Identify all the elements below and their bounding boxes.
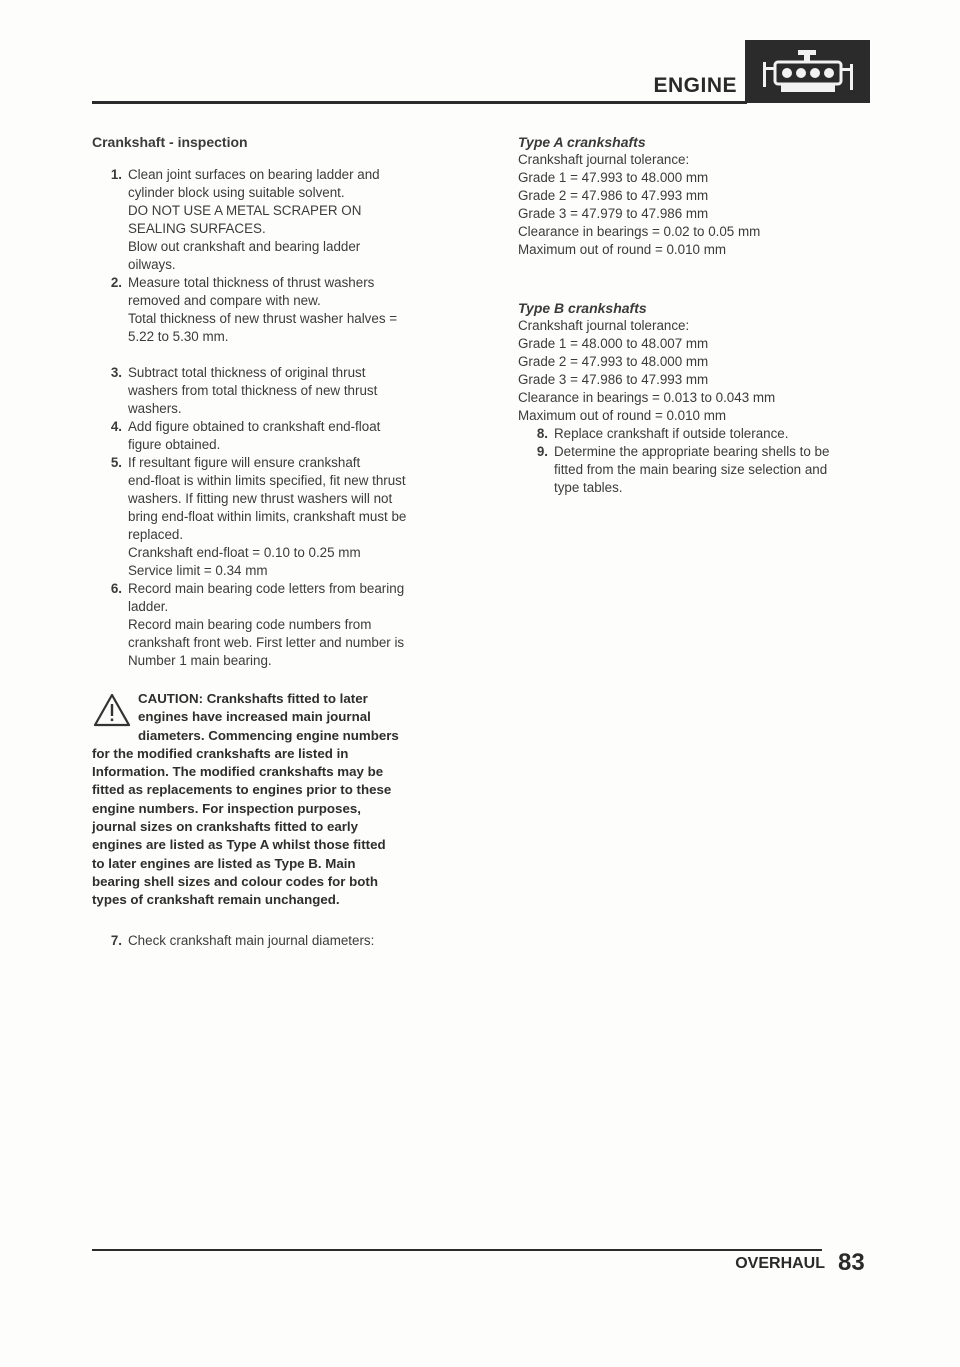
- step-text-line: replaced.: [128, 527, 184, 542]
- step-text-line: Subtract total thickness of original thrust: [128, 365, 366, 380]
- list-item-step-9: [518, 443, 878, 497]
- step-text-line: Replace crankshaft if outside tolerance.: [554, 426, 789, 441]
- type-a-title: Type A crankshafts: [518, 134, 646, 150]
- step-number: 4.: [110, 419, 122, 434]
- step-text-line: If resultant figure will ensure crankshaft: [128, 455, 361, 470]
- caution-line: journal sizes on crankshafts fitted to early: [92, 819, 359, 835]
- step-text-line: Crankshaft end-float = 0.10 to 0.25 mm: [128, 545, 361, 560]
- type-b-spec-block: [518, 299, 878, 425]
- spec-line: Grade 1 = 47.993 to 48.000 mm: [518, 170, 709, 185]
- step-text-line: oilways.: [128, 257, 176, 272]
- step-text-line: Measure total thickness of thrust washers: [128, 275, 375, 290]
- spec-line: Grade 1 = 48.000 to 48.007 mm: [518, 336, 709, 351]
- left-column: [92, 133, 462, 950]
- step-text-line: washers.: [128, 401, 182, 416]
- header-rule: [92, 101, 747, 104]
- step-text-line: type tables.: [554, 480, 623, 495]
- step-text-line: bring end-float within limits, crankshaft must be: [128, 509, 407, 524]
- step-text-line: Record main bearing code numbers from: [128, 617, 372, 632]
- step-number: 8.: [536, 426, 548, 441]
- right-column: [518, 133, 878, 497]
- caution-line: for the modified crankshafts are listed in: [92, 745, 349, 761]
- list-item-step-1: [92, 166, 462, 274]
- list-item-step-3: [92, 364, 462, 418]
- spec-line: Grade 3 = 47.986 to 47.993 mm: [518, 372, 709, 387]
- type-b-lines: [518, 317, 878, 425]
- caution-text: [92, 690, 462, 910]
- footer-section-label: OVERHAUL: [735, 1255, 825, 1272]
- spec-line: Maximum out of round = 0.010 mm: [518, 242, 727, 257]
- step-number: 5.: [110, 455, 122, 470]
- step-text-line: Record main bearing code letters from bearing: [128, 581, 405, 596]
- page-number: 83: [838, 1249, 865, 1276]
- list-item-step-7: [92, 932, 462, 950]
- list-item-step-6: [92, 580, 462, 670]
- step-text-line: Clean joint surfaces on bearing ladder and: [128, 167, 380, 182]
- list-item-step-2: [92, 274, 462, 346]
- type-a-lines: [518, 151, 878, 259]
- step-text-line: cylinder block using suitable solvent.: [128, 185, 345, 200]
- list-item-step-8: [518, 425, 878, 443]
- caution-line: engine numbers. For inspection purposes,: [92, 800, 361, 816]
- step-text-line: Total thickness of new thrust washer halves =: [128, 311, 398, 326]
- step-number: 6.: [110, 581, 122, 596]
- caution-line: bearing shell sizes and colour codes for both: [92, 873, 378, 889]
- step-text-line: end-float is within limits specified, fit new thrust: [128, 473, 406, 488]
- warning-triangle-icon: [92, 692, 132, 728]
- step-text: Check crankshaft main journal diameters:: [128, 932, 375, 948]
- step-number: 9.: [536, 444, 548, 459]
- step-number: 1.: [110, 167, 122, 182]
- spec-line: Maximum out of round = 0.010 mm: [518, 408, 727, 423]
- step-text-line: Service limit = 0.34 mm: [128, 563, 268, 578]
- step-number: 2.: [110, 275, 122, 290]
- list-item-step-5: [92, 454, 462, 580]
- list-spacer: [92, 346, 462, 364]
- caution-line: Information. The modified crankshafts may be: [92, 764, 384, 780]
- step-number: 3.: [110, 365, 122, 380]
- spec-line: Crankshaft journal tolerance:: [518, 152, 690, 167]
- engine-block-icon: [745, 40, 870, 103]
- spec-line: Crankshaft journal tolerance:: [518, 318, 690, 333]
- step-text-line: ladder.: [128, 599, 169, 614]
- step-text-line: crankshaft front web. First letter and number is: [128, 635, 405, 650]
- spec-line: Grade 2 = 47.986 to 47.993 mm: [518, 188, 709, 203]
- right-steps-list: [518, 425, 878, 497]
- spec-line: Grade 2 = 47.993 to 48.000 mm: [518, 354, 709, 369]
- step-text-line: Number 1 main bearing.: [128, 653, 272, 668]
- step-text-line: Add figure obtained to crankshaft end-float: [128, 419, 381, 434]
- spec-line: Grade 3 = 47.979 to 47.986 mm: [518, 206, 709, 221]
- step-text-line: SEALING SURFACES.: [128, 221, 266, 236]
- step-number: 7.: [110, 932, 122, 948]
- left-steps-list: [92, 166, 462, 670]
- caution-line: CAUTION: Crankshafts fitted to later: [138, 691, 368, 706]
- step-text-line: Blow out crankshaft and bearing ladder: [128, 239, 361, 254]
- caution-line: engines have increased main journal: [138, 709, 371, 725]
- list-item-step-4: [92, 418, 462, 454]
- section-title: Crankshaft - inspection: [92, 134, 248, 150]
- header-title: ENGINE: [653, 74, 737, 97]
- caution-line: to later engines are listed as Type B. Main: [92, 855, 356, 871]
- step-text-line: 5.22 to 5.30 mm.: [128, 329, 229, 344]
- type-a-spec-block: [518, 133, 878, 259]
- caution-line: engines are listed as Type A whilst those fitted: [92, 837, 386, 853]
- step-text-line: removed and compare with new.: [128, 293, 321, 308]
- step-text-line: DO NOT USE A METAL SCRAPER ON: [128, 203, 362, 218]
- spec-line: Clearance in bearings = 0.02 to 0.05 mm: [518, 224, 761, 239]
- step-text-line: washers. If fitting new thrust washers will not: [128, 491, 393, 506]
- footer-rule: [92, 1249, 822, 1251]
- caution-line: diameters. Commencing engine numbers: [138, 727, 399, 743]
- spec-line: Clearance in bearings = 0.013 to 0.043 mm: [518, 390, 776, 405]
- step-text-line: washers from total thickness of new thrust: [128, 383, 378, 398]
- caution-line: fitted as replacements to engines prior to these: [92, 782, 392, 798]
- step-text-line: fitted from the main bearing size selection and: [554, 462, 828, 477]
- type-b-title: Type B crankshafts: [518, 300, 647, 316]
- step-text-line: figure obtained.: [128, 437, 221, 452]
- caution-note: [92, 690, 462, 910]
- step-text-line: Determine the appropriate bearing shells to be: [554, 444, 830, 459]
- caution-line: types of crankshaft remain unchanged.: [92, 892, 340, 908]
